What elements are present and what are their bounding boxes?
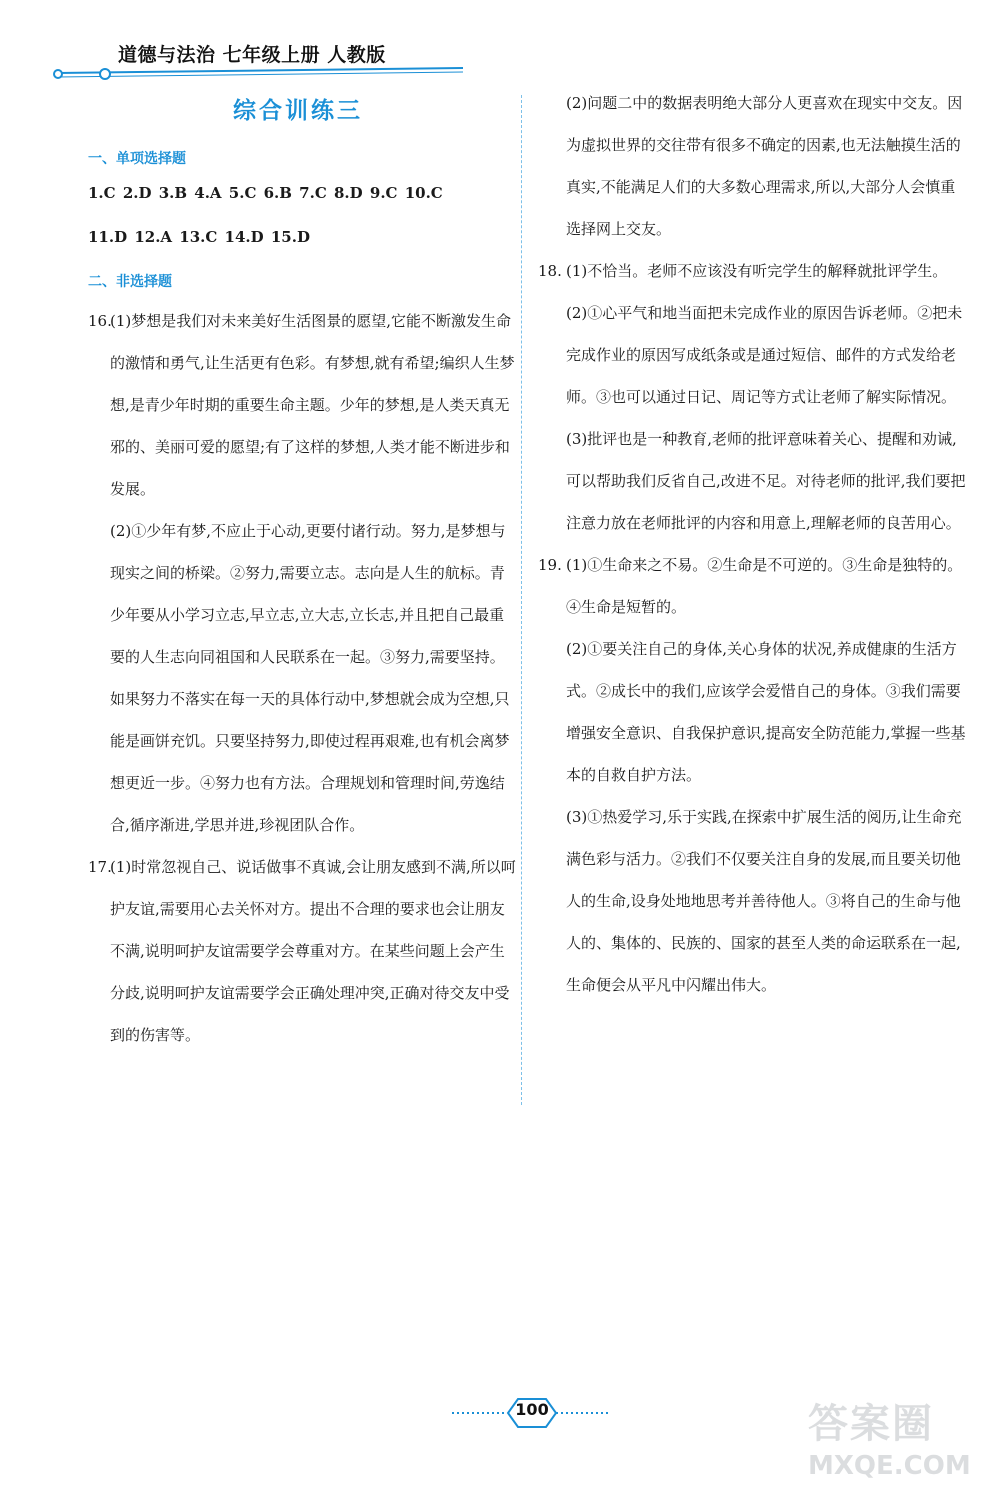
answers-row-2: 11.D 12.A 13.C 14.D 15.D [88,228,310,246]
answer-paragraph: (1)不恰当。老师不应该没有听完学生的解释就批评学生。 [566,262,948,280]
answer-paragraph: (3)批评也是一种教育,老师的批评意味着关心、提醒和劝诫,可以帮助我们反省自己,改进不足。对待老师的批评,我们要把注意力放在老师批评的内容和用意上,理解老师的良苦用心。 [566,430,966,532]
section-heading-single-choice: 一、单项选择题 [88,151,186,167]
right-column [538,82,968,1006]
header-decoration [48,62,468,84]
answer-paragraph: (2)①少年有梦,不应止于心动,更要付诸行动。努力,是梦想与现实之间的桥梁。②努力,需要立志。志向是人生的航标。青少年要从小学习立志,早立志,立大志,立长志,并且把自己最重要的人生志向同祖国和人民联系在一起。③努力,需要坚持。如果努力不落实在每一天的具体行动中,梦想就会成为空想,只能是画饼充饥。只要坚持努力,即使过程再艰难,也有机会离梦想更近一步。④努力也有方法。合理规划和管理时间,劳逸结合,循序渐进,学思并进,珍视团队合作。 [110,522,510,834]
section-heading-non-choice: 二、非选择题 [88,274,172,290]
question-number: 17. [88,858,112,876]
left-column [88,300,518,1056]
answers-row-1: 1.C 2.D 3.B 4.A 5.C 6.B 7.C 8.D 9.C 10.C [88,184,443,202]
watermark-text-bottom: MXQE.COM [808,1451,971,1481]
answer-paragraph: (3)①热爱学习,乐于实践,在探索中扩展生活的阅历,让生命充满色彩与活力。②我们不仅要关注自身的发展,而且要关切他人的生命,设身处地地思考并善待他人。③将自己的生命与他人的、集体的、民族的、国家的甚至人类的命运联系在一起,生命便会从平凡中闪耀出伟大。 [566,808,962,994]
watermark-logo [808,1392,988,1487]
answer-paragraph: (2)①心平气和地当面把未完成作业的原因告诉老师。②把未完成作业的原因写成纸条或是通过短信、邮件的方式发给老师。③也可以通过日记、周记等方式让老师了解实际情况。 [566,304,963,406]
answer-paragraph: (1)梦想是我们对未来美好生活图景的愿望,它能不断激发生命的激情和勇气,让生活更有色彩。有梦想,就有希望;编织人生梦想,是青少年时期的重要生命主题。少年的梦想,是人类天真无邪的、美丽可爱的愿望;有了这样的梦想,人类才能不断进步和发展。 [110,312,515,498]
question-18 [538,250,968,292]
answer-paragraph: (1)时常忽视自己、说话做事不真诚,会让朋友感到不满,所以呵护友谊,需要用心去关怀对方。提出不合理的要求也会让朋友不满,说明呵护友谊需要学会尊重对方。在某些问题上会产生分歧,说明呵护友谊需要学会正确处理冲突,正确对待交友中受到的伤害等。 [110,858,516,1044]
question-17 [88,846,518,1056]
question-19 [538,544,968,628]
page-title: 综合训练三 [233,98,363,124]
column-divider [521,95,522,1105]
answer-paragraph: (2)①要关注自己的身体,关心身体的状况,养成健康的生活方式。②成长中的我们,应该学会爱惜自己的身体。③我们需要增强安全意识、自我保护意识,提高安全防范能力,掌握一些基本的自救自护方法。 [566,640,966,784]
book-header-title: 道德与法治 七年级上册 人教版 [118,44,386,66]
question-number: 19. [538,556,562,574]
question-number: 16. [88,312,112,330]
watermark-text-top: 答案圈 [808,1401,934,1447]
answer-paragraph: (1)①生命来之不易。②生命是不可逆的。③生命是独特的。④生命是短暂的。 [566,556,963,616]
answer-paragraph: (2)问题二中的数据表明绝大部分人更喜欢在现实中交友。因为虚拟世界的交往带有很多不确定的因素,也无法触摸生活的真实,不能满足人们的大多数心理需求,所以,大部分人会慎重选择网上交友。 [566,94,963,238]
page-number: 100 [515,1400,549,1419]
question-16 [88,300,518,510]
question-number: 18. [538,262,562,280]
